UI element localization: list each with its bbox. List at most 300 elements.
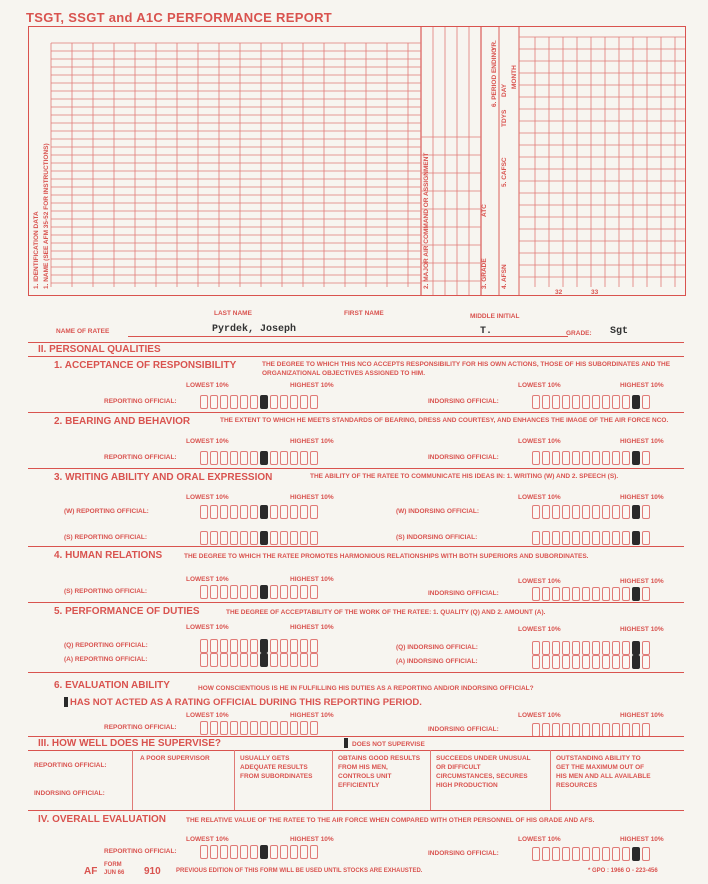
lowest-label: LOWEST 10% xyxy=(518,578,561,585)
rating-box[interactable] xyxy=(632,587,640,601)
rating-box[interactable] xyxy=(280,531,288,545)
rating-scale[interactable] xyxy=(532,587,650,601)
quality-2-title: 2. BEARING AND BEHAVIOR xyxy=(54,416,191,427)
rating-box[interactable] xyxy=(260,531,268,545)
rating-box[interactable] xyxy=(612,641,620,655)
year-label: YR. xyxy=(491,40,498,51)
yr-code-1: 32 xyxy=(555,289,563,296)
rating-box[interactable] xyxy=(632,395,640,409)
rating-box[interactable] xyxy=(632,505,640,519)
rating-box[interactable] xyxy=(542,655,550,669)
rating-box[interactable] xyxy=(290,585,298,599)
rating-box[interactable] xyxy=(542,451,550,465)
rating-box[interactable] xyxy=(642,395,650,409)
rating-box[interactable] xyxy=(622,587,630,601)
overall-heading: IV. OVERALL EVALUATION xyxy=(38,814,166,825)
rating-box[interactable] xyxy=(250,639,258,653)
rating-box[interactable] xyxy=(592,723,600,737)
rating-box[interactable] xyxy=(592,505,600,519)
identification-data-label: 1. IDENTIFICATION DATA xyxy=(33,211,40,289)
rating-box[interactable] xyxy=(592,451,600,465)
lowest-label: LOWEST 10% xyxy=(186,382,229,389)
rating-box[interactable] xyxy=(552,395,560,409)
rating-box[interactable] xyxy=(270,845,278,859)
rating-box[interactable] xyxy=(602,723,610,737)
rating-box[interactable] xyxy=(532,655,540,669)
column-divider xyxy=(430,750,431,810)
rating-box[interactable] xyxy=(200,721,208,735)
rating-box[interactable] xyxy=(250,721,258,735)
rating-scale[interactable] xyxy=(532,395,650,409)
rating-box[interactable] xyxy=(220,395,228,409)
rating-box[interactable] xyxy=(532,505,540,519)
rating-box[interactable] xyxy=(280,505,288,519)
rating-box[interactable] xyxy=(552,655,560,669)
rating-box[interactable] xyxy=(582,641,590,655)
quality-6-desc: HOW CONSCIENTIOUS IS HE IN FULFILLING HIS DUTIES AS A REPORTING AND/OR INDORSING OFFICIAL? xyxy=(198,685,534,692)
supervise-option-4[interactable]: SUCCEEDS UNDER UNUSUAL OR DIFFICULT CIRCUMSTANCES, SECURES HIGH PRODUCTION xyxy=(436,755,531,789)
rating-box[interactable] xyxy=(642,587,650,601)
rating-box[interactable] xyxy=(552,451,560,465)
does-not-supervise-label: DOES NOT SUPERVISE xyxy=(352,741,425,748)
supervise-option-2[interactable]: USUALLY GETS ADEQUATE RESULTS FROM SUBORDINATES xyxy=(240,755,313,780)
rating-box[interactable] xyxy=(250,531,258,545)
grade-label: 3. GRADE xyxy=(481,258,488,289)
highest-label: HIGHEST 10% xyxy=(620,836,664,843)
first-name-label: FIRST NAME xyxy=(344,310,384,317)
supervise-option-3[interactable]: OBTAINS GOOD RESULTS FROM HIS MEN, CONTROLS UNIT EFFICIENTLY xyxy=(338,755,421,789)
rating-box[interactable] xyxy=(622,505,630,519)
divider xyxy=(28,810,684,811)
rating-box[interactable] xyxy=(582,395,590,409)
rating-box[interactable] xyxy=(552,505,560,519)
rating-box[interactable] xyxy=(572,655,580,669)
footer-form-label: FORM xyxy=(104,862,122,868)
rating-box[interactable] xyxy=(602,451,610,465)
divider xyxy=(28,412,684,413)
rating-box[interactable] xyxy=(622,395,630,409)
footer-form-number: 910 xyxy=(144,866,161,877)
rating-box[interactable] xyxy=(562,587,570,601)
rating-box[interactable] xyxy=(260,505,268,519)
rating-box[interactable] xyxy=(572,587,580,601)
rating-box[interactable] xyxy=(532,641,540,655)
grade-field-label: GRADE: xyxy=(566,330,592,337)
rating-box[interactable] xyxy=(300,721,308,735)
rating-box[interactable] xyxy=(562,451,570,465)
rating-scale[interactable] xyxy=(532,505,650,519)
rating-scale[interactable] xyxy=(532,655,650,669)
rating-box[interactable] xyxy=(280,395,288,409)
rating-scale[interactable] xyxy=(200,395,318,409)
rating-box[interactable] xyxy=(260,585,268,599)
rating-box[interactable] xyxy=(562,641,570,655)
rating-box[interactable] xyxy=(280,639,288,653)
rating-box[interactable] xyxy=(260,653,268,667)
rating-box[interactable] xyxy=(612,723,620,737)
rating-box[interactable] xyxy=(310,845,318,859)
rating-box[interactable] xyxy=(310,653,318,667)
rating-box[interactable] xyxy=(592,395,600,409)
rating-box[interactable] xyxy=(260,451,268,465)
rating-box[interactable] xyxy=(280,653,288,667)
rating-box[interactable] xyxy=(210,451,218,465)
overall-desc: THE RELATIVE VALUE OF THE RATEE TO THE AIR FORCE WHEN COMPARED WITH OTHER PERSONNEL OF HIS GRADE AND AFS. xyxy=(186,817,595,824)
rating-box[interactable] xyxy=(240,585,248,599)
rating-scale[interactable] xyxy=(532,641,650,655)
rating-box[interactable] xyxy=(642,531,650,545)
rating-box[interactable] xyxy=(280,845,288,859)
rating-box[interactable] xyxy=(542,723,550,737)
rating-box[interactable] xyxy=(582,723,590,737)
rating-box[interactable] xyxy=(300,531,308,545)
rating-box[interactable] xyxy=(240,531,248,545)
rating-box[interactable] xyxy=(642,505,650,519)
lowest-label: LOWEST 10% xyxy=(186,624,229,631)
rating-box[interactable] xyxy=(200,451,208,465)
supervise-indorsing-label: INDORSING OFFICIAL: xyxy=(34,790,105,797)
rating-box[interactable] xyxy=(230,451,238,465)
rating-box[interactable] xyxy=(602,641,610,655)
rating-box[interactable] xyxy=(230,531,238,545)
rating-scale[interactable] xyxy=(532,847,650,861)
rating-box[interactable] xyxy=(300,653,308,667)
rating-box[interactable] xyxy=(602,395,610,409)
rating-box[interactable] xyxy=(290,639,298,653)
rating-box[interactable] xyxy=(622,451,630,465)
quality-3-desc: THE ABILITY OF THE RATEE TO COMMUNICATE HIS IDEAS IN: 1. WRITING (W) AND 2. SPEECH (S). xyxy=(310,473,619,480)
rating-box[interactable] xyxy=(602,655,610,669)
rating-box[interactable] xyxy=(290,451,298,465)
rating-scale[interactable] xyxy=(200,505,318,519)
rating-box[interactable] xyxy=(572,451,580,465)
rating-box[interactable] xyxy=(592,655,600,669)
rating-box[interactable] xyxy=(250,505,258,519)
rating-box[interactable] xyxy=(210,639,218,653)
rating-box[interactable] xyxy=(280,451,288,465)
rating-box[interactable] xyxy=(300,585,308,599)
rating-box[interactable] xyxy=(250,653,258,667)
rating-box[interactable] xyxy=(210,845,218,859)
rating-box[interactable] xyxy=(240,653,248,667)
lowest-label: LOWEST 10% xyxy=(518,494,561,501)
reporting-official-label: REPORTING OFFICIAL: xyxy=(104,398,177,405)
rating-box[interactable] xyxy=(220,585,228,599)
rating-box[interactable] xyxy=(240,505,248,519)
rating-box[interactable] xyxy=(270,395,278,409)
rating-box[interactable] xyxy=(602,531,610,545)
column-divider xyxy=(332,750,333,810)
rating-box[interactable] xyxy=(552,587,560,601)
rating-box[interactable] xyxy=(562,505,570,519)
rating-box[interactable] xyxy=(642,655,650,669)
q-indorsing-official-label: (Q) INDORSING OFFICIAL: xyxy=(396,644,478,651)
rating-box[interactable] xyxy=(310,639,318,653)
rating-box[interactable] xyxy=(300,505,308,519)
rating-box[interactable] xyxy=(632,655,640,669)
a-reporting-official-label: (A) REPORTING OFFICIAL: xyxy=(64,656,148,663)
rating-box[interactable] xyxy=(642,641,650,655)
rating-box[interactable] xyxy=(552,531,560,545)
typed-grade: Sgt xyxy=(610,326,629,337)
rating-box[interactable] xyxy=(290,845,298,859)
rating-box[interactable] xyxy=(582,847,590,861)
rating-box[interactable] xyxy=(310,721,318,735)
rating-box[interactable] xyxy=(632,641,640,655)
rating-box[interactable] xyxy=(642,723,650,737)
rating-box[interactable] xyxy=(220,721,228,735)
rating-box[interactable] xyxy=(552,723,560,737)
rating-box[interactable] xyxy=(532,531,540,545)
rating-box[interactable] xyxy=(270,653,278,667)
name-instructions-label: 1. NAME (SEE AFM 35-52 FOR INSTRUCTIONS) xyxy=(43,143,50,289)
rating-box[interactable] xyxy=(250,451,258,465)
rating-box[interactable] xyxy=(200,531,208,545)
rating-scale[interactable] xyxy=(200,653,318,667)
reporting-official-label: REPORTING OFFICIAL: xyxy=(104,848,177,855)
rating-box[interactable] xyxy=(562,531,570,545)
highest-label: HIGHEST 10% xyxy=(290,382,334,389)
tdys-label: TDYS xyxy=(501,109,508,127)
rating-box[interactable] xyxy=(592,587,600,601)
rating-box[interactable] xyxy=(270,585,278,599)
rating-box[interactable] xyxy=(270,531,278,545)
rating-box[interactable] xyxy=(240,721,248,735)
name-underline xyxy=(128,336,568,337)
rating-box[interactable] xyxy=(622,723,630,737)
rating-box[interactable] xyxy=(220,653,228,667)
rating-box[interactable] xyxy=(290,721,298,735)
rating-box[interactable] xyxy=(210,395,218,409)
quality-5-desc: THE DEGREE OF ACCEPTABILITY OF THE WORK OF THE RATEE: 1. QUALITY (Q) AND 2. AMOUNT (A). xyxy=(226,609,546,616)
footer-print: * GPO : 1966 O - 223-456 xyxy=(588,868,658,874)
rating-box[interactable] xyxy=(230,653,238,667)
rating-box[interactable] xyxy=(260,845,268,859)
rating-box[interactable] xyxy=(632,723,640,737)
rating-box[interactable] xyxy=(310,395,318,409)
column-divider xyxy=(550,750,551,810)
rating-box[interactable] xyxy=(300,639,308,653)
rating-box[interactable] xyxy=(230,395,238,409)
rating-box[interactable] xyxy=(572,395,580,409)
rating-box[interactable] xyxy=(532,395,540,409)
rating-box[interactable] xyxy=(230,639,238,653)
s-reporting-official-label: (S) REPORTING OFFICIAL: xyxy=(64,534,148,541)
highest-label: HIGHEST 10% xyxy=(620,712,664,719)
rating-box[interactable] xyxy=(210,505,218,519)
period-ending-label: 6. PERIOD ENDING xyxy=(491,47,498,107)
rating-box[interactable] xyxy=(210,653,218,667)
quality-3-title: 3. WRITING ABILITY AND ORAL EXPRESSION xyxy=(54,472,273,483)
rating-box[interactable] xyxy=(562,655,570,669)
rating-box[interactable] xyxy=(260,721,268,735)
rating-scale[interactable] xyxy=(532,451,650,465)
footer-form-date: JUN 66 xyxy=(104,870,125,876)
rating-box[interactable] xyxy=(300,451,308,465)
rating-box[interactable] xyxy=(280,585,288,599)
highest-label: HIGHEST 10% xyxy=(620,578,664,585)
rating-box[interactable] xyxy=(210,585,218,599)
rating-box[interactable] xyxy=(562,723,570,737)
rating-box[interactable] xyxy=(542,395,550,409)
rating-box[interactable] xyxy=(230,585,238,599)
rating-box[interactable] xyxy=(310,585,318,599)
rating-box[interactable] xyxy=(240,845,248,859)
rating-box[interactable] xyxy=(200,845,208,859)
rating-box[interactable] xyxy=(240,395,248,409)
rating-box[interactable] xyxy=(552,641,560,655)
rating-box[interactable] xyxy=(200,639,208,653)
rating-box[interactable] xyxy=(220,451,228,465)
rating-box[interactable] xyxy=(612,847,620,861)
rating-box[interactable] xyxy=(602,587,610,601)
rating-box[interactable] xyxy=(260,639,268,653)
personal-qualities-heading: II. PERSONAL QUALITIES xyxy=(38,344,161,355)
rating-box[interactable] xyxy=(240,451,248,465)
rating-box[interactable] xyxy=(210,531,218,545)
rating-box[interactable] xyxy=(200,585,208,599)
rating-box[interactable] xyxy=(622,655,630,669)
rating-box[interactable] xyxy=(250,845,258,859)
rating-box[interactable] xyxy=(572,531,580,545)
rating-box[interactable] xyxy=(290,653,298,667)
rating-scale[interactable] xyxy=(200,639,318,653)
rating-box[interactable] xyxy=(220,505,228,519)
identification-grid-lines xyxy=(29,27,685,295)
not-acted-checkbox[interactable] xyxy=(64,697,68,707)
rating-box[interactable] xyxy=(270,721,278,735)
quality-5-title: 5. PERFORMANCE OF DUTIES xyxy=(54,606,200,617)
rating-box[interactable] xyxy=(230,845,238,859)
rating-box[interactable] xyxy=(582,451,590,465)
rating-box[interactable] xyxy=(612,531,620,545)
rating-box[interactable] xyxy=(200,395,208,409)
rating-scale[interactable] xyxy=(200,585,318,599)
rating-box[interactable] xyxy=(210,721,218,735)
rating-box[interactable] xyxy=(270,451,278,465)
rating-box[interactable] xyxy=(642,847,650,861)
rating-box[interactable] xyxy=(642,451,650,465)
rating-box[interactable] xyxy=(572,505,580,519)
rating-box[interactable] xyxy=(220,531,228,545)
rating-box[interactable] xyxy=(572,723,580,737)
rating-box[interactable] xyxy=(200,505,208,519)
name-of-ratee-label: NAME OF RATEE xyxy=(56,328,110,335)
rating-box[interactable] xyxy=(582,531,590,545)
w-reporting-official-label: (W) REPORTING OFFICIAL: xyxy=(64,508,149,515)
rating-box[interactable] xyxy=(310,505,318,519)
rating-box[interactable] xyxy=(250,395,258,409)
rating-box[interactable] xyxy=(582,587,590,601)
rating-box[interactable] xyxy=(270,505,278,519)
divider xyxy=(28,546,684,547)
rating-box[interactable] xyxy=(632,531,640,545)
rating-box[interactable] xyxy=(310,531,318,545)
middle-initial-label: MIDDLE INITIAL xyxy=(470,313,520,320)
rating-box[interactable] xyxy=(280,721,288,735)
rating-box[interactable] xyxy=(542,847,550,861)
rating-box[interactable] xyxy=(562,395,570,409)
rating-box[interactable] xyxy=(602,505,610,519)
rating-box[interactable] xyxy=(230,721,238,735)
rating-box[interactable] xyxy=(632,847,640,861)
rating-box[interactable] xyxy=(250,585,258,599)
rating-box[interactable] xyxy=(542,531,550,545)
rating-box[interactable] xyxy=(290,531,298,545)
rating-box[interactable] xyxy=(582,505,590,519)
rating-box[interactable] xyxy=(532,587,540,601)
rating-box[interactable] xyxy=(612,505,620,519)
quality-4-title: 4. HUMAN RELATIONS xyxy=(54,550,163,561)
rating-box[interactable] xyxy=(290,395,298,409)
rating-box[interactable] xyxy=(582,655,590,669)
supervise-option-5[interactable]: OUTSTANDING ABILITY TO GET THE MAXIMUM OUT OF HIS MEN AND ALL AVAILABLE RESOURCES xyxy=(556,755,651,789)
rating-scale[interactable] xyxy=(532,723,650,737)
rating-box[interactable] xyxy=(612,451,620,465)
rating-box[interactable] xyxy=(532,847,540,861)
rating-box[interactable] xyxy=(612,587,620,601)
does-not-supervise-checkbox[interactable] xyxy=(344,738,348,748)
rating-box[interactable] xyxy=(572,641,580,655)
rating-box[interactable] xyxy=(220,639,228,653)
rating-box[interactable] xyxy=(612,655,620,669)
rating-box[interactable] xyxy=(532,451,540,465)
rating-scale[interactable] xyxy=(200,531,318,545)
rating-box[interactable] xyxy=(260,395,268,409)
rating-box[interactable] xyxy=(592,641,600,655)
rating-box[interactable] xyxy=(532,723,540,737)
supervise-reporting-label: REPORTING OFFICIAL: xyxy=(34,762,107,769)
rating-box[interactable] xyxy=(602,847,610,861)
rating-scale[interactable] xyxy=(532,531,650,545)
rating-scale[interactable] xyxy=(200,451,318,465)
lowest-label: LOWEST 10% xyxy=(186,438,229,445)
rating-box[interactable] xyxy=(542,587,550,601)
rating-box[interactable] xyxy=(612,395,620,409)
rating-box[interactable] xyxy=(622,641,630,655)
rating-box[interactable] xyxy=(220,845,228,859)
rating-box[interactable] xyxy=(230,505,238,519)
highest-label: HIGHEST 10% xyxy=(290,624,334,631)
supervise-option-1[interactable]: A POOR SUPERVISOR xyxy=(140,755,210,762)
rating-box[interactable] xyxy=(592,531,600,545)
rating-box[interactable] xyxy=(632,451,640,465)
rating-box[interactable] xyxy=(240,639,248,653)
rating-box[interactable] xyxy=(200,653,208,667)
divider xyxy=(28,750,684,751)
rating-box[interactable] xyxy=(552,847,560,861)
rating-box[interactable] xyxy=(562,847,570,861)
rating-box[interactable] xyxy=(572,847,580,861)
rating-box[interactable] xyxy=(622,531,630,545)
highest-label: HIGHEST 10% xyxy=(620,382,664,389)
divider xyxy=(28,468,684,469)
rating-box[interactable] xyxy=(622,847,630,861)
lowest-label: LOWEST 10% xyxy=(186,576,229,583)
rating-box[interactable] xyxy=(592,847,600,861)
column-divider xyxy=(132,750,133,810)
rating-scale[interactable] xyxy=(200,721,318,735)
rating-box[interactable] xyxy=(300,845,308,859)
rating-box[interactable] xyxy=(542,641,550,655)
rating-scale[interactable] xyxy=(200,845,318,859)
rating-box[interactable] xyxy=(542,505,550,519)
rating-box[interactable] xyxy=(290,505,298,519)
rating-box[interactable] xyxy=(270,639,278,653)
rating-box[interactable] xyxy=(300,395,308,409)
highest-label: HIGHEST 10% xyxy=(290,494,334,501)
rating-box[interactable] xyxy=(310,451,318,465)
